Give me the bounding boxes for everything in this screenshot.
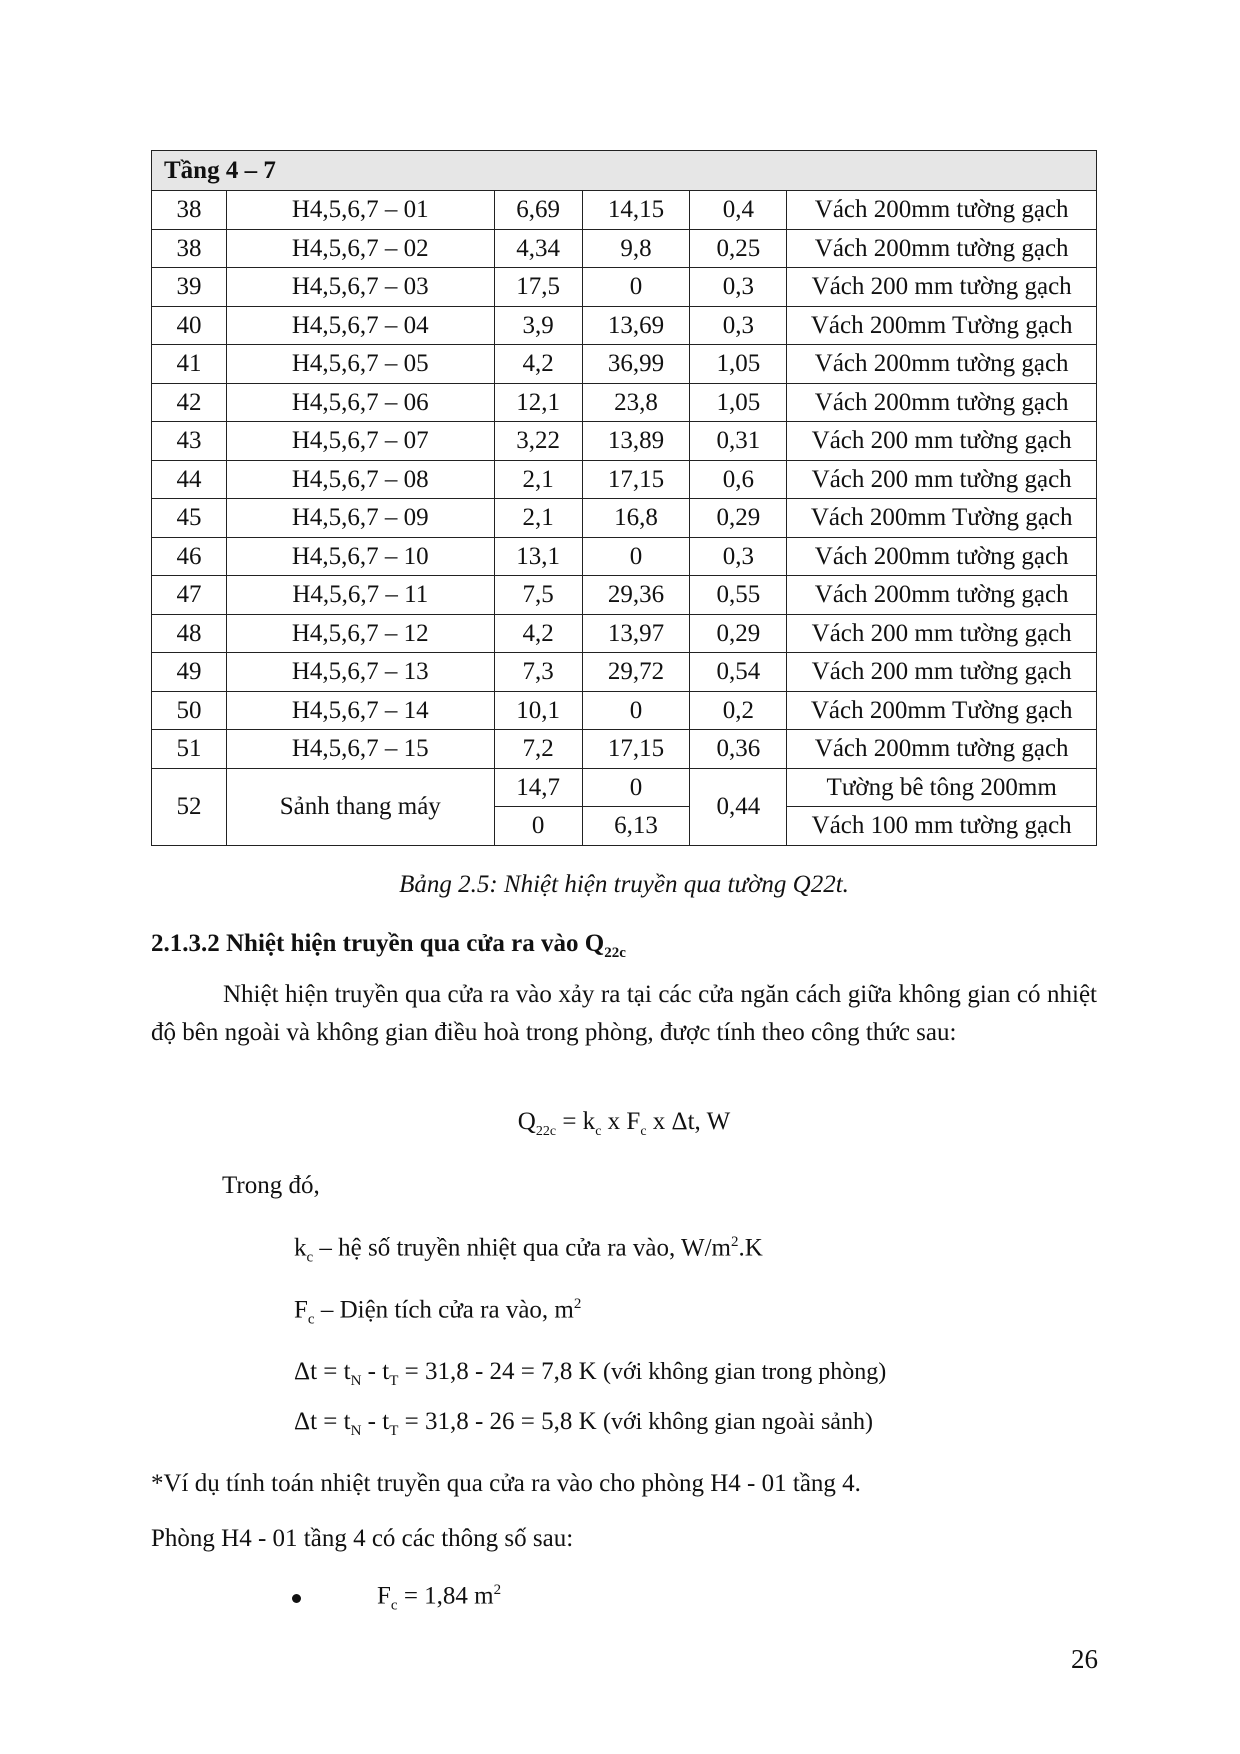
table-row — [152, 306, 1097, 345]
table-row — [152, 730, 1097, 769]
cell-stt: 44 — [152, 460, 227, 499]
cell-room: H4,5,6,7 – 08 — [226, 460, 494, 499]
cell-k: 0,3 — [690, 306, 787, 345]
cell-description: Vách 200 mm tường gạch — [787, 460, 1097, 499]
cell-value-a: 3,9 — [494, 306, 582, 345]
cell-description: Vách 200mm tường gạch — [787, 191, 1097, 230]
section-heading: 2.1.3.2 Nhiệt hiện truyền qua cửa ra vào $Q_{22c}$ — [151, 930, 626, 961]
group-row — [152, 151, 1097, 191]
table-row — [152, 576, 1097, 615]
heat-table — [151, 150, 1097, 846]
cell-value-b: 6,13 — [582, 807, 690, 846]
table-row — [152, 345, 1097, 384]
cell-k: 0,25 — [690, 229, 787, 268]
example-line: *Ví dụ tính toán nhiệt truyền qua cửa ra vào cho phòng H4 - 01 tầng 4. — [151, 1470, 861, 1497]
table-row — [152, 768, 1097, 807]
cell-description: Tường bê tông 200mm — [787, 768, 1097, 807]
cell-description: Vách 200mm tường gạch — [787, 730, 1097, 769]
table-row — [152, 499, 1097, 538]
cell-room: H4,5,6,7 – 14 — [226, 691, 494, 730]
table-row — [152, 191, 1097, 230]
cell-value-a: 0 — [494, 807, 582, 846]
cell-stt: 52 — [152, 768, 227, 845]
cell-value-a: 4,2 — [494, 345, 582, 384]
cell-stt: 45 — [152, 499, 227, 538]
cell-value-b: 36,99 — [582, 345, 690, 384]
cell-room: H4,5,6,7 – 03 — [226, 268, 494, 307]
table-row — [152, 460, 1097, 499]
params-line: Phòng H4 - 01 tầng 4 có các thông số sau: — [151, 1525, 574, 1552]
cell-description: Vách 200mm tường gạch — [787, 537, 1097, 576]
cell-room: H4,5,6,7 – 11 — [226, 576, 494, 615]
cell-value-b: 0 — [582, 768, 690, 807]
cell-value-a: 14,7 — [494, 768, 582, 807]
cell-description: Vách 200mm Tường gạch — [787, 306, 1097, 345]
cell-k: 0,4 — [690, 191, 787, 230]
group-label: Tầng 4 – 7 — [152, 151, 1097, 191]
cell-value-a: 2,1 — [494, 460, 582, 499]
cell-value-b: 13,69 — [582, 306, 690, 345]
cell-description: Vách 200mm tường gạch — [787, 576, 1097, 615]
cell-value-a: 4,34 — [494, 229, 582, 268]
cell-value-a: 12,1 — [494, 383, 582, 422]
table-row — [152, 691, 1097, 730]
cell-value-a: 2,1 — [494, 499, 582, 538]
cell-stt: 43 — [152, 422, 227, 461]
cell-k: 1,05 — [690, 345, 787, 384]
table-row — [152, 653, 1097, 692]
bullet-icon — [292, 1594, 301, 1603]
cell-description: Vách 200 mm tường gạch — [787, 653, 1097, 692]
cell-value-b: 17,15 — [582, 460, 690, 499]
cell-stt: 46 — [152, 537, 227, 576]
cell-k: 0,31 — [690, 422, 787, 461]
delta-t-room: $\Delta t = t_N - t_T = 31,8 - 24 = 7,8$ K (với không gian trong phòng) — [294, 1358, 887, 1389]
table-row — [152, 614, 1097, 653]
table-row — [152, 537, 1097, 576]
cell-value-b: 17,15 — [582, 730, 690, 769]
cell-k: 1,05 — [690, 383, 787, 422]
cell-description: Vách 200mm tường gạch — [787, 383, 1097, 422]
cell-value-a: 3,22 — [494, 422, 582, 461]
cell-description: Vách 200 mm tường gạch — [787, 422, 1097, 461]
intro-paragraph: Nhiệt hiện truyền qua cửa ra vào xảy ra tại các cửa ngăn cách giữa không gian có nhiệt độ bên ngoài và không gian điều hoà trong phòng, được tính theo công thức sau: — [151, 981, 1097, 1046]
cell-value-a: 7,2 — [494, 730, 582, 769]
cell-k: 0,36 — [690, 730, 787, 769]
delta-t-lobby: $\Delta t = t_N - t_T = 31,8 - 26 = 5,8$ K (với không gian ngoài sảnh) — [294, 1408, 873, 1439]
cell-value-b: 13,97 — [582, 614, 690, 653]
cell-room: H4,5,6,7 – 10 — [226, 537, 494, 576]
cell-value-b: 9,8 — [582, 229, 690, 268]
cell-value-b: 23,8 — [582, 383, 690, 422]
cell-description: Vách 200 mm tường gạch — [787, 614, 1097, 653]
cell-k: 0,44 — [690, 768, 787, 845]
cell-room: H4,5,6,7 – 04 — [226, 306, 494, 345]
where-label: Trong đó, — [222, 1172, 320, 1199]
cell-k: 0,29 — [690, 499, 787, 538]
cell-room: H4,5,6,7 – 05 — [226, 345, 494, 384]
cell-stt: 47 — [152, 576, 227, 615]
page-number: 26 — [1071, 1644, 1098, 1674]
cell-value-b: 0 — [582, 268, 690, 307]
table-row — [152, 268, 1097, 307]
cell-value-a: 10,1 — [494, 691, 582, 730]
cell-k: 0,54 — [690, 653, 787, 692]
cell-value-b: 29,36 — [582, 576, 690, 615]
cell-description: Vách 200 mm tường gạch — [787, 268, 1097, 307]
formula: $Q_{22c} = k_c$ x $F_c$ x Δt, W — [517, 1108, 731, 1139]
cell-description: Vách 100 mm tường gạch — [787, 807, 1097, 846]
cell-value-a: 4,2 — [494, 614, 582, 653]
cell-value-b: 16,8 — [582, 499, 690, 538]
cell-k: 0,55 — [690, 576, 787, 615]
cell-value-a: 7,5 — [494, 576, 582, 615]
cell-description: Vách 200mm tường gạch — [787, 229, 1097, 268]
table-caption: Bảng 2.5: Nhiệt hiện truyền qua tường Q22t. — [399, 871, 849, 898]
cell-room: H4,5,6,7 – 09 — [226, 499, 494, 538]
cell-value-a: 17,5 — [494, 268, 582, 307]
cell-value-b: 13,89 — [582, 422, 690, 461]
cell-room: H4,5,6,7 – 02 — [226, 229, 494, 268]
cell-room: H4,5,6,7 – 07 — [226, 422, 494, 461]
cell-stt: 50 — [152, 691, 227, 730]
cell-room: H4,5,6,7 – 01 — [226, 191, 494, 230]
table-row — [152, 229, 1097, 268]
cell-stt: 38 — [152, 191, 227, 230]
table-row — [152, 383, 1097, 422]
cell-stt: 48 — [152, 614, 227, 653]
cell-k: 0,29 — [690, 614, 787, 653]
kc-definition: $k_c$ – hệ số truyền nhiệt qua cửa ra vào, $W/m^2.K$ — [294, 1234, 763, 1266]
cell-value-b: 29,72 — [582, 653, 690, 692]
cell-room: H4,5,6,7 – 13 — [226, 653, 494, 692]
cell-value-b: 0 — [582, 691, 690, 730]
cell-value-a: 7,3 — [494, 653, 582, 692]
cell-stt: 39 — [152, 268, 227, 307]
fc-definition: $F_c$ – Diện tích cửa ra vào, $m^2$ — [294, 1296, 582, 1328]
cell-k: 0,3 — [690, 268, 787, 307]
cell-stt: 38 — [152, 229, 227, 268]
cell-value-b: 0 — [582, 537, 690, 576]
cell-stt: 49 — [152, 653, 227, 692]
cell-room: H4,5,6,7 – 06 — [226, 383, 494, 422]
cell-value-a: 6,69 — [494, 191, 582, 230]
cell-stt: 41 — [152, 345, 227, 384]
cell-room: H4,5,6,7 – 12 — [226, 614, 494, 653]
cell-description: Vách 200mm tường gạch — [787, 345, 1097, 384]
cell-stt: 42 — [152, 383, 227, 422]
table-row — [152, 422, 1097, 461]
cell-stt: 40 — [152, 306, 227, 345]
cell-k: 0,6 — [690, 460, 787, 499]
cell-k: 0,2 — [690, 691, 787, 730]
cell-k: 0,3 — [690, 537, 787, 576]
bullet-item: $F_c = 1,84$ $m^2$ — [377, 1582, 502, 1614]
cell-value-b: 14,15 — [582, 191, 690, 230]
cell-room: Sảnh thang máy — [226, 768, 494, 845]
cell-description: Vách 200mm Tường gạch — [787, 499, 1097, 538]
cell-room: H4,5,6,7 – 15 — [226, 730, 494, 769]
cell-description: Vách 200mm Tường gạch — [787, 691, 1097, 730]
cell-stt: 51 — [152, 730, 227, 769]
cell-value-a: 13,1 — [494, 537, 582, 576]
